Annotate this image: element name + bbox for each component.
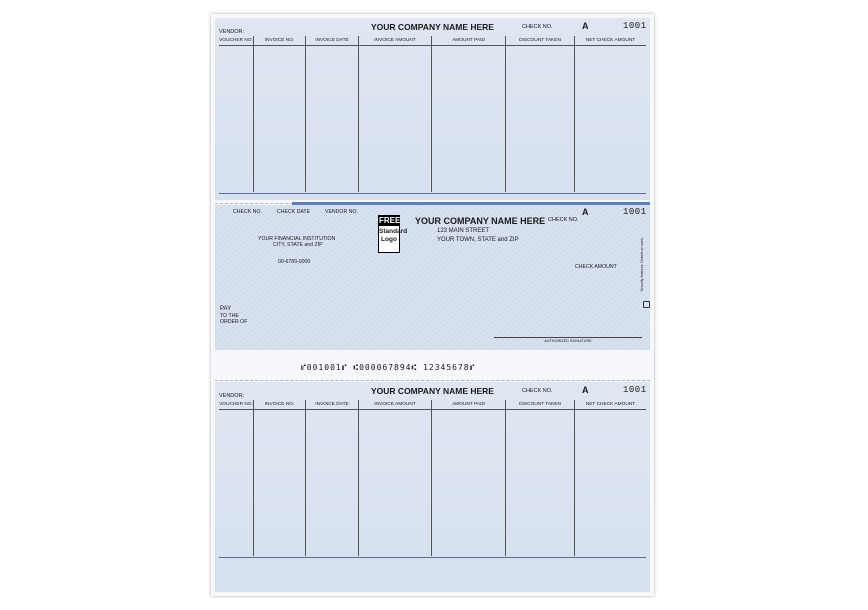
stub-column: INVOICE AMOUNT	[359, 36, 432, 192]
check-company-street: 123 MAIN STREET	[437, 228, 490, 234]
stub-column: INVOICE DATE	[306, 400, 359, 556]
check-form-sheet	[211, 14, 654, 596]
stub-series: A	[582, 385, 589, 395]
check-no-header: CHECK NO.	[233, 209, 262, 215]
stub-column: AMOUNT PAID	[432, 36, 506, 192]
check-date-header: CHECK DATE	[277, 209, 311, 215]
security-features-text: Security features. Details on back.	[640, 237, 644, 292]
stub-vendor-label: VENDOR:	[219, 393, 245, 399]
stub-company-name: YOUR COMPANY NAME HERE	[371, 386, 494, 396]
stub-column: AMOUNT PAID	[432, 400, 506, 556]
stub-check-no-label: CHECK NO.	[522, 24, 553, 30]
bank-city: CITY, STATE and ZIP	[273, 242, 323, 248]
stub-column: NET CHECK AMOUNT	[575, 36, 646, 192]
stub-columns	[219, 36, 646, 192]
perforation-line	[215, 380, 650, 381]
pay-label: PAY	[220, 306, 232, 312]
check-number: 1001	[623, 207, 647, 217]
top-voucher-stub	[215, 18, 650, 200]
stub-vendor-label: VENDOR:	[219, 29, 245, 35]
stub-column: INVOICE AMOUNT	[359, 400, 432, 556]
stub-company-name: YOUR COMPANY NAME HERE	[371, 22, 494, 32]
stub-column: INVOICE NO.	[254, 36, 306, 192]
stub-columns	[219, 400, 646, 556]
check-amount-label: CHECK AMOUNT	[575, 264, 617, 270]
stub-column: VOUCHER NO.	[219, 36, 254, 192]
check-series: A	[582, 207, 589, 217]
stub-series: A	[582, 21, 589, 31]
stub-check-number: 1001	[623, 385, 647, 395]
check-no-label-right: CHECK NO.	[548, 217, 579, 223]
to-the-label: TO THE	[220, 313, 239, 319]
padlock-icon	[643, 301, 650, 308]
stub-column: VOUCHER NO.	[219, 400, 254, 556]
check-body	[215, 205, 650, 350]
vendor-no-header: VENDOR NO.	[325, 209, 358, 215]
bank-name: YOUR FINANCIAL INSTITUTION	[258, 236, 336, 242]
stub-column: DISCOUNT TAKEN	[506, 400, 575, 556]
stub-bottom-rule	[219, 193, 646, 194]
check-top-band	[292, 202, 650, 205]
routing-fraction: 00-6789-0000	[278, 259, 311, 265]
signature-line	[494, 337, 642, 338]
authorized-signature-label: AUTHORIZED SIGNATURE	[544, 339, 592, 343]
order-of-label: ORDER OF	[220, 319, 248, 325]
stub-column: INVOICE DATE	[306, 36, 359, 192]
stub-check-number: 1001	[623, 21, 647, 31]
bottom-voucher-stub	[215, 382, 650, 592]
micr-line: ⑈001001⑈ ⑆000067894⑆ 12345678⑈	[301, 363, 476, 372]
free-standard-logo: FREE Standard Logo	[378, 215, 400, 253]
stub-column: NET CHECK AMOUNT	[575, 400, 646, 556]
stub-check-no-label: CHECK NO.	[522, 388, 553, 394]
stub-column: DISCOUNT TAKEN	[506, 36, 575, 192]
stub-column: INVOICE NO.	[254, 400, 306, 556]
check-company-name: YOUR COMPANY NAME HERE	[415, 216, 546, 226]
check-company-city: YOUR TOWN, STATE and ZIP	[437, 237, 519, 243]
stub-bottom-rule	[219, 557, 646, 558]
